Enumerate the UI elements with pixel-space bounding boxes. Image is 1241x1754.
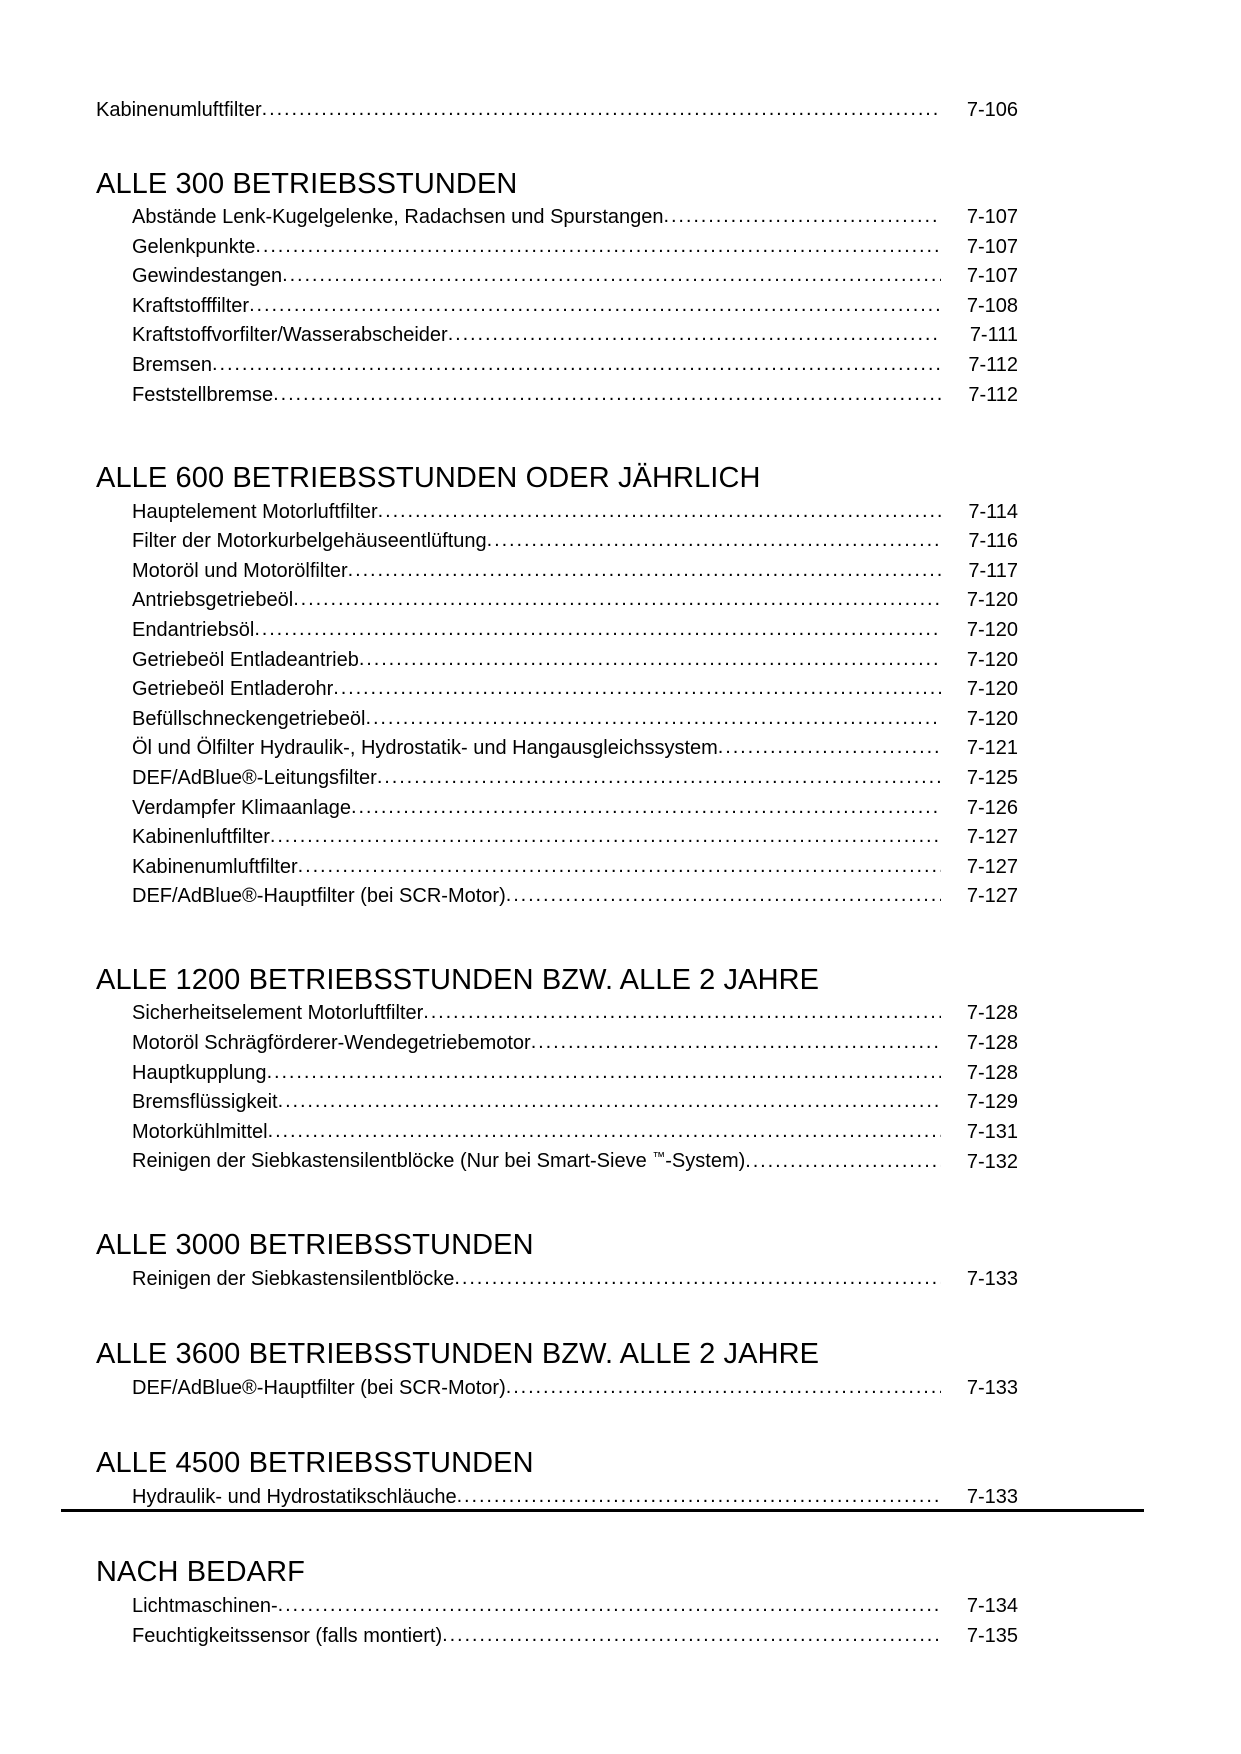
toc-entry-page: 7-108 xyxy=(966,294,1018,317)
toc-entry-page: 7-120 xyxy=(966,648,1018,671)
toc-entry[interactable] xyxy=(132,882,1018,912)
toc-entry-page: 7-107 xyxy=(966,235,1018,258)
toc-entry[interactable] xyxy=(132,646,1018,676)
toc-leader-dots xyxy=(278,1087,941,1117)
toc-entry-page: 7-107 xyxy=(966,206,1018,229)
toc-leader-dots xyxy=(255,232,941,262)
toc-entry[interactable] xyxy=(132,1265,1018,1295)
toc-section-heading: ALLE 600 BETRIEBSSTUNDEN ODER JÄHRLICH xyxy=(96,462,761,495)
toc-entry-list xyxy=(132,1374,1018,1404)
toc-section xyxy=(96,1229,1018,1294)
toc-entry[interactable] xyxy=(132,794,1018,824)
table-of-contents xyxy=(96,96,1018,1651)
toc-leader-dots xyxy=(351,793,941,823)
toc-leader-dots xyxy=(293,585,941,615)
toc-entry-list xyxy=(132,1265,1018,1295)
toc-entry[interactable] xyxy=(132,1059,1018,1089)
toc-orphan-entry-group xyxy=(96,96,1018,126)
toc-entry-page: 7-127 xyxy=(966,826,1018,849)
toc-entry[interactable] xyxy=(132,1374,1018,1404)
toc-entry-label: Hauptelement Motorluftfilter xyxy=(132,500,378,523)
toc-entry-label: Motoröl und Motorölfilter xyxy=(132,559,348,582)
toc-section xyxy=(96,1447,1018,1512)
toc-entry-label: Öl und Ölfilter Hydraulik-, Hydrostatik- und Hangausgleichssystem xyxy=(132,737,718,760)
toc-leader-dots xyxy=(448,320,941,350)
toc-entry-label: Lichtmaschinen- xyxy=(132,1594,278,1617)
toc-entry-label: Getriebeöl Entladerohr xyxy=(132,678,334,701)
section-spacer xyxy=(96,1294,1018,1338)
toc-entry-label: Kabinenluftfilter xyxy=(132,826,270,849)
toc-section xyxy=(96,168,1018,411)
toc-leader-dots xyxy=(262,95,941,125)
toc-entry-label: Hydraulik- und Hydrostatikschläuche xyxy=(132,1485,457,1508)
toc-entry-page: 7-125 xyxy=(966,767,1018,790)
toc-entry-page: 7-112 xyxy=(968,354,1018,377)
toc-entry-page: 7-135 xyxy=(966,1624,1018,1647)
toc-entry-list xyxy=(132,999,1018,1177)
toc-sections xyxy=(96,168,1018,1652)
toc-leader-dots xyxy=(506,881,941,911)
toc-section-heading: ALLE 300 BETRIEBSSTUNDEN xyxy=(96,167,518,200)
toc-entry-label: Getriebeöl Entladeantrieb xyxy=(132,648,359,671)
toc-entry-label: Kabinenumluftfilter xyxy=(96,99,262,121)
toc-entry-page: 7-133 xyxy=(966,1376,1018,1399)
toc-entry[interactable] xyxy=(132,498,1018,528)
toc-section xyxy=(96,462,1018,912)
toc-entry[interactable] xyxy=(132,1118,1018,1148)
toc-entry-label: Verdampfer Klimaanlage xyxy=(132,796,352,819)
toc-entry[interactable] xyxy=(132,764,1018,794)
toc-leader-dots xyxy=(442,1621,941,1651)
toc-entry[interactable] xyxy=(132,1622,1018,1652)
toc-leader-dots xyxy=(348,556,941,586)
toc-leader-dots xyxy=(487,526,941,556)
toc-entry[interactable] xyxy=(132,292,1018,322)
toc-leader-dots xyxy=(282,261,941,291)
toc-section-heading: ALLE 3600 BETRIEBSSTUNDEN BZW. ALLE 2 JAHRE xyxy=(96,1338,820,1371)
section-spacer xyxy=(96,1512,1018,1556)
toc-entry-label: Bremsflüssigkeit xyxy=(132,1091,278,1114)
toc-entry-page: 7-128 xyxy=(966,1002,1018,1025)
toc-entry-label: Hauptkupplung xyxy=(132,1061,267,1084)
toc-entry[interactable] xyxy=(132,586,1018,616)
toc-entry-page: 7-132 xyxy=(966,1150,1018,1173)
toc-leader-dots xyxy=(366,704,942,734)
toc-entry-page: 7-126 xyxy=(966,796,1018,819)
toc-entry[interactable] xyxy=(132,705,1018,735)
toc-leader-dots xyxy=(718,733,941,763)
toc-entry-label: DEF/AdBlue®-Leitungsfilter xyxy=(132,767,377,790)
toc-leader-dots xyxy=(531,1028,941,1058)
toc-entry-page: 7-120 xyxy=(966,589,1018,612)
toc-entry-page: 7-116 xyxy=(968,530,1018,553)
toc-entry[interactable] xyxy=(132,1483,1018,1513)
toc-entry-page: 7-134 xyxy=(966,1594,1018,1617)
toc-entry[interactable] xyxy=(96,96,1018,126)
toc-entry[interactable] xyxy=(132,734,1018,764)
toc-entry-page: 7-127 xyxy=(966,855,1018,878)
toc-section xyxy=(96,964,1018,1177)
toc-leader-dots xyxy=(378,497,941,527)
toc-entry-page: 7-117 xyxy=(968,559,1018,582)
toc-leader-dots xyxy=(267,1058,941,1088)
toc-entry[interactable] xyxy=(132,823,1018,853)
toc-leader-dots xyxy=(359,645,941,675)
section-spacer xyxy=(96,1177,1018,1229)
toc-entry[interactable] xyxy=(132,203,1018,233)
toc-entry-page: 7-106 xyxy=(966,99,1018,121)
toc-section xyxy=(96,1556,1018,1651)
toc-entry[interactable] xyxy=(132,233,1018,263)
toc-entry-page: 7-131 xyxy=(966,1120,1018,1143)
toc-entry-page: 7-120 xyxy=(966,707,1018,730)
toc-leader-dots xyxy=(273,380,941,410)
toc-entry[interactable] xyxy=(132,999,1018,1029)
toc-entry-label: Motoröl Schrägförderer-Wendegetriebemotor xyxy=(132,1032,531,1055)
toc-entry-label: Kabinenumluftfilter xyxy=(132,855,298,878)
toc-entry-page: 7-120 xyxy=(966,678,1018,701)
toc-entry[interactable] xyxy=(132,262,1018,292)
toc-entry-label: Feuchtigkeitssensor (falls montiert) xyxy=(132,1624,443,1647)
toc-entry-list xyxy=(132,498,1018,912)
toc-entry-page: 7-128 xyxy=(966,1061,1018,1084)
footer-rule xyxy=(61,1509,1144,1512)
toc-entry-label: Sicherheitselement Motorluftfilter xyxy=(132,1002,424,1025)
toc-entry-page: 7-114 xyxy=(968,500,1018,523)
toc-section-heading: ALLE 1200 BETRIEBSSTUNDEN BZW. ALLE 2 JAHRE xyxy=(96,964,820,996)
toc-entry-label: Bremsen xyxy=(132,354,213,377)
trademark-icon: ™ xyxy=(652,1149,666,1165)
toc-leader-dots xyxy=(249,291,941,321)
toc-leader-dots xyxy=(278,1591,941,1621)
toc-entry-label: DEF/AdBlue®-Hauptfilter (bei SCR-Motor) xyxy=(132,1376,506,1399)
toc-entry-list xyxy=(132,1483,1018,1513)
toc-leader-dots xyxy=(270,822,941,852)
toc-entry-label: Gewindestangen xyxy=(132,265,283,288)
toc-leader-dots xyxy=(268,1117,941,1147)
toc-leader-dots xyxy=(254,615,941,645)
toc-entry-label: Motorkühlmittel xyxy=(132,1120,268,1143)
toc-entry-page: 7-133 xyxy=(966,1485,1018,1508)
toc-leader-dots xyxy=(377,763,941,793)
toc-leader-dots xyxy=(333,674,941,704)
toc-section-heading: ALLE 3000 BETRIEBSSTUNDEN xyxy=(96,1229,534,1262)
toc-entry-label: Kraftstofffilter xyxy=(132,294,250,317)
toc-entry-page: 7-121 xyxy=(966,737,1018,760)
toc-entry[interactable] xyxy=(132,381,1018,411)
toc-entry[interactable] xyxy=(132,557,1018,587)
toc-entry[interactable] xyxy=(132,1088,1018,1118)
toc-entry-label: Kraftstoffvorfilter/Wasserabscheider xyxy=(132,324,448,347)
toc-leader-dots xyxy=(457,1482,941,1512)
toc-entry-page: 7-133 xyxy=(966,1267,1018,1290)
toc-entry[interactable] xyxy=(132,527,1018,557)
toc-entry[interactable] xyxy=(132,321,1018,351)
toc-leader-dots xyxy=(454,1264,941,1294)
toc-entry[interactable] xyxy=(132,1592,1018,1622)
section-spacer xyxy=(96,1403,1018,1447)
toc-entry-label: DEF/AdBlue®-Hauptfilter (bei SCR-Motor) xyxy=(132,885,506,908)
toc-section-heading: NACH BEDARF xyxy=(96,1556,305,1589)
toc-leader-dots xyxy=(423,998,941,1028)
toc-entry-label: Befüllschneckengetriebeöl xyxy=(132,707,366,730)
toc-leader-dots xyxy=(745,1147,941,1177)
toc-entry-label: Antriebsgetriebeöl xyxy=(132,589,294,612)
toc-entry-label: Reinigen der Siebkastensilentblöcke xyxy=(132,1267,455,1290)
toc-entry-list xyxy=(132,1592,1018,1651)
toc-section xyxy=(96,1338,1018,1403)
toc-entry-label: Gelenkpunkte xyxy=(132,235,256,258)
toc-leader-dots xyxy=(212,350,941,380)
toc-leader-dots xyxy=(664,202,941,232)
toc-entry[interactable] xyxy=(132,853,1018,883)
toc-leader-dots xyxy=(506,1373,941,1403)
toc-entry-page: 7-129 xyxy=(966,1091,1018,1114)
toc-entry[interactable] xyxy=(132,1147,1018,1177)
toc-entry-page: 7-120 xyxy=(966,619,1018,642)
toc-section-heading: ALLE 4500 BETRIEBSSTUNDEN xyxy=(96,1447,534,1480)
toc-entry-label: Abstände Lenk-Kugelgelenke, Radachsen und Spurstangen xyxy=(132,206,664,229)
toc-entry[interactable] xyxy=(132,616,1018,646)
toc-entry[interactable] xyxy=(132,1029,1018,1059)
toc-entry[interactable] xyxy=(132,675,1018,705)
toc-entry-label: Reinigen der Siebkastensilentblöcke (Nur bei Smart-Sieve ™-System) xyxy=(132,1149,746,1173)
toc-entry-page: 7-111 xyxy=(969,324,1018,347)
toc-entry-label: Filter der Motorkurbelgehäuseentlüftung xyxy=(132,530,487,553)
toc-leader-dots xyxy=(298,852,941,882)
toc-entry-page: 7-107 xyxy=(966,265,1018,288)
section-spacer xyxy=(96,410,1018,462)
toc-entry-list xyxy=(132,203,1018,410)
toc-entry-label: Endantriebsöl xyxy=(132,619,255,642)
section-spacer xyxy=(96,912,1018,964)
toc-entry[interactable] xyxy=(132,351,1018,381)
toc-entry-page: 7-112 xyxy=(968,383,1018,406)
toc-entry-label: Feststellbremse xyxy=(132,383,274,406)
toc-entry-page: 7-127 xyxy=(966,885,1018,908)
toc-entry-page: 7-128 xyxy=(966,1032,1018,1055)
